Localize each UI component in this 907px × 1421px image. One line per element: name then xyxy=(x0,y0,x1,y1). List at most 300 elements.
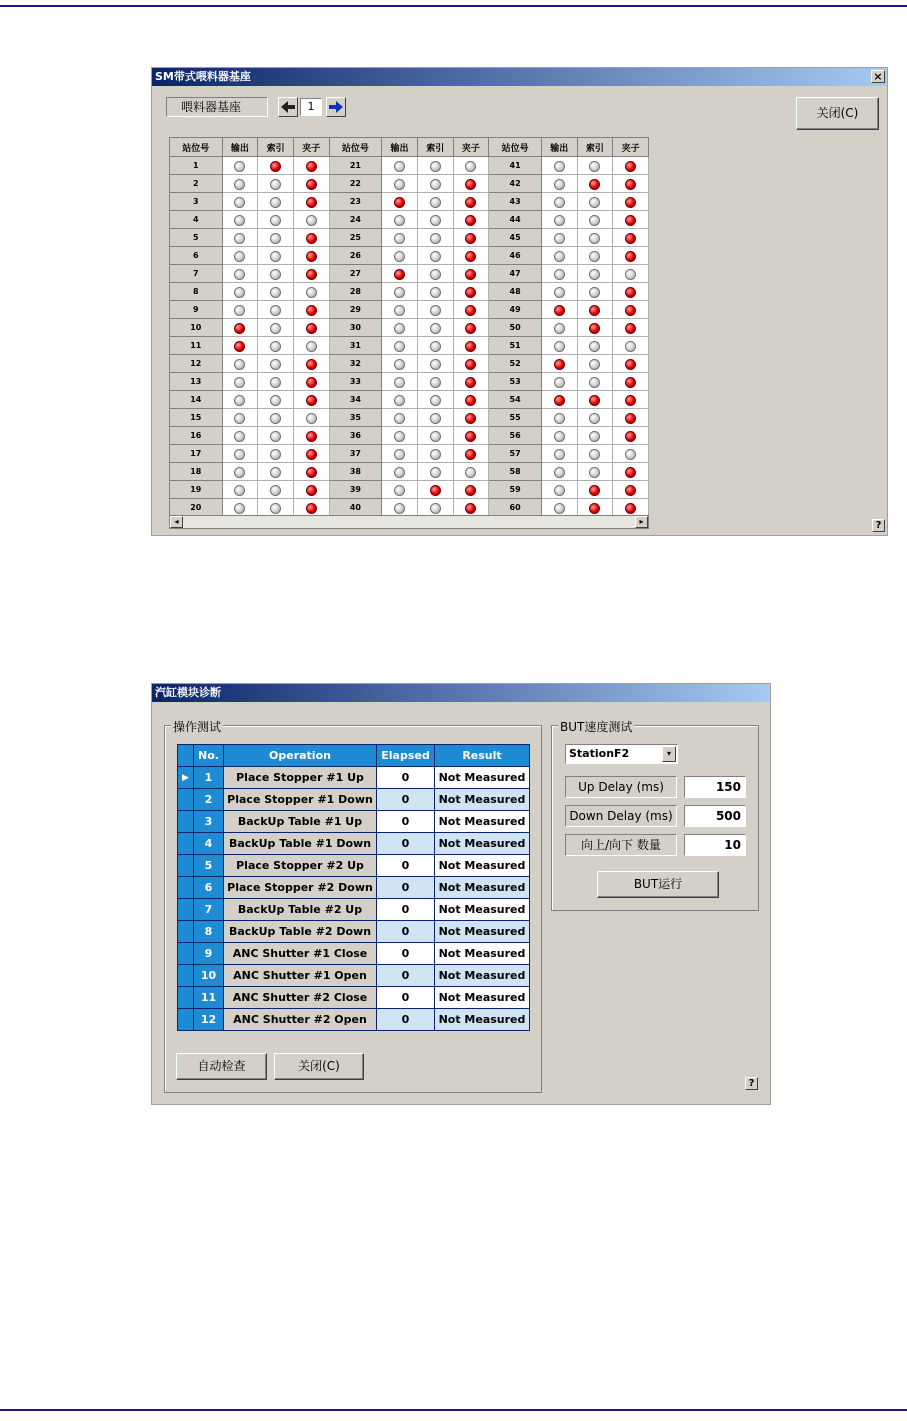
status-cell xyxy=(541,409,577,427)
index-led-icon xyxy=(589,485,600,496)
station-row xyxy=(170,355,649,373)
index-led-icon xyxy=(270,449,281,460)
station-number: 30 xyxy=(329,319,382,337)
station-number: 16 xyxy=(170,427,223,445)
status-cell xyxy=(577,319,613,337)
output-led-icon xyxy=(554,323,565,334)
status-cell xyxy=(577,445,613,463)
output-led-icon xyxy=(234,233,245,244)
station-row xyxy=(170,463,649,481)
index-led-icon xyxy=(430,413,441,424)
station-select[interactable] xyxy=(565,744,678,764)
clamp-led-icon xyxy=(465,503,476,514)
clamp-led-icon xyxy=(625,431,636,442)
station-number: 54 xyxy=(489,391,542,409)
status-cell xyxy=(453,301,489,319)
status-cell xyxy=(613,211,649,229)
status-cell xyxy=(541,481,577,499)
row-number: 5 xyxy=(194,855,224,877)
operation-cell: BackUp Table #2 Down xyxy=(224,921,377,943)
station-number: 25 xyxy=(329,229,382,247)
index-led-icon xyxy=(589,251,600,262)
index-led-icon xyxy=(589,323,600,334)
table-row[interactable] xyxy=(178,921,530,943)
operation-cell: Place Stopper #2 Down xyxy=(224,877,377,899)
page-rule-bottom xyxy=(0,1409,907,1411)
clamp-led-icon xyxy=(465,215,476,226)
station-number: 52 xyxy=(489,355,542,373)
output-led-icon xyxy=(234,197,245,208)
count-input[interactable]: 10 xyxy=(684,834,746,856)
status-cell xyxy=(293,301,329,319)
grid-column-header: 站位号 xyxy=(170,138,223,157)
station-row xyxy=(170,391,649,409)
close-icon[interactable]: × xyxy=(871,70,885,83)
operation-header-row xyxy=(178,745,530,767)
operation-cell: ANC Shutter #1 Close xyxy=(224,943,377,965)
table-row[interactable] xyxy=(178,833,530,855)
status-cell xyxy=(417,193,453,211)
row-number: 4 xyxy=(194,833,224,855)
index-led-icon xyxy=(430,485,441,496)
output-led-icon xyxy=(554,287,565,298)
result-cell: Not Measured xyxy=(435,811,530,833)
table-row[interactable] xyxy=(178,1009,530,1031)
table-row[interactable] xyxy=(178,899,530,921)
grid-column-header: 索引 xyxy=(258,138,294,157)
status-cell xyxy=(293,283,329,301)
index-led-icon xyxy=(270,305,281,316)
status-cell xyxy=(222,409,258,427)
status-cell xyxy=(258,355,294,373)
status-cell xyxy=(417,301,453,319)
clamp-led-icon xyxy=(625,179,636,190)
status-cell xyxy=(258,193,294,211)
status-cell xyxy=(453,427,489,445)
clamp-led-icon xyxy=(625,413,636,424)
output-led-icon xyxy=(234,467,245,478)
feeder-title-bar xyxy=(152,68,887,86)
result-cell: Not Measured xyxy=(435,833,530,855)
output-led-icon xyxy=(234,485,245,496)
row-selector[interactable] xyxy=(178,965,194,987)
output-led-icon xyxy=(394,251,405,262)
status-cell xyxy=(293,355,329,373)
feeder-base-label: 喂料器基座 xyxy=(166,97,268,117)
status-cell xyxy=(417,445,453,463)
current-row-icon[interactable]: ▶ xyxy=(178,767,194,789)
row-selector[interactable] xyxy=(178,921,194,943)
status-cell xyxy=(417,319,453,337)
status-cell xyxy=(382,427,418,445)
clamp-led-icon xyxy=(465,323,476,334)
status-cell xyxy=(222,337,258,355)
table-row[interactable] xyxy=(178,789,530,811)
result-cell: Not Measured xyxy=(435,965,530,987)
station-row xyxy=(170,157,649,175)
output-led-icon xyxy=(234,287,245,298)
clamp-led-icon xyxy=(625,215,636,226)
output-led-icon xyxy=(394,341,405,352)
status-cell xyxy=(577,337,613,355)
row-number: 1 xyxy=(194,767,224,789)
status-cell xyxy=(577,409,613,427)
result-cell: Not Measured xyxy=(435,987,530,1009)
help-icon[interactable]: ? xyxy=(872,519,885,532)
result-cell: Not Measured xyxy=(435,1009,530,1031)
output-led-icon xyxy=(394,197,405,208)
status-cell xyxy=(417,409,453,427)
output-led-icon xyxy=(234,305,245,316)
index-led-icon xyxy=(270,269,281,280)
index-led-icon xyxy=(589,359,600,370)
clamp-led-icon xyxy=(465,449,476,460)
output-led-icon xyxy=(234,323,245,334)
index-led-icon xyxy=(589,287,600,298)
status-cell xyxy=(613,283,649,301)
status-cell xyxy=(417,481,453,499)
index-led-icon xyxy=(430,377,441,388)
result-cell: Not Measured xyxy=(435,767,530,789)
status-cell xyxy=(258,337,294,355)
output-led-icon xyxy=(554,233,565,244)
status-cell xyxy=(541,499,577,516)
status-cell xyxy=(382,355,418,373)
status-cell xyxy=(222,211,258,229)
index-led-icon xyxy=(589,161,600,172)
elapsed-cell: 0 xyxy=(377,987,435,1009)
row-selector[interactable] xyxy=(178,1009,194,1031)
station-number: 9 xyxy=(170,301,223,319)
status-cell xyxy=(417,391,453,409)
clamp-led-icon xyxy=(306,179,317,190)
clamp-led-icon xyxy=(625,269,636,280)
row-number: 3 xyxy=(194,811,224,833)
status-cell xyxy=(613,229,649,247)
help-icon[interactable]: ? xyxy=(745,1077,758,1090)
index-led-icon xyxy=(430,269,441,280)
elapsed-cell: 0 xyxy=(377,855,435,877)
status-cell xyxy=(453,229,489,247)
auto-check-button[interactable]: 自动检查 xyxy=(176,1053,267,1080)
row-number: 2 xyxy=(194,789,224,811)
clamp-led-icon xyxy=(465,269,476,280)
output-led-icon xyxy=(554,269,565,280)
row-number: 9 xyxy=(194,943,224,965)
index-led-icon xyxy=(270,323,281,334)
index-led-icon xyxy=(589,341,600,352)
status-cell xyxy=(541,427,577,445)
row-selector[interactable] xyxy=(178,943,194,965)
row-selector[interactable] xyxy=(178,833,194,855)
status-cell xyxy=(293,499,329,516)
station-row xyxy=(170,193,649,211)
status-cell xyxy=(613,247,649,265)
status-cell xyxy=(293,247,329,265)
status-cell xyxy=(293,481,329,499)
down-delay-input[interactable]: 500 xyxy=(684,805,746,827)
row-selector[interactable] xyxy=(178,877,194,899)
station-number: 43 xyxy=(489,193,542,211)
clamp-led-icon xyxy=(465,287,476,298)
clamp-led-icon xyxy=(625,251,636,262)
status-cell xyxy=(577,301,613,319)
status-cell xyxy=(577,499,613,516)
table-row[interactable] xyxy=(178,987,530,1009)
index-led-icon xyxy=(270,485,281,496)
status-cell xyxy=(577,463,613,481)
status-cell xyxy=(417,265,453,283)
status-cell xyxy=(613,355,649,373)
table-row[interactable] xyxy=(178,855,530,877)
clamp-led-icon xyxy=(465,305,476,316)
index-led-icon xyxy=(270,377,281,388)
row-number: 6 xyxy=(194,877,224,899)
output-led-icon xyxy=(394,413,405,424)
down-delay-label: Down Delay (ms) xyxy=(565,805,677,827)
station-number: 11 xyxy=(170,337,223,355)
result-cell: Not Measured xyxy=(435,855,530,877)
status-cell xyxy=(222,157,258,175)
elapsed-cell: 0 xyxy=(377,965,435,987)
output-led-icon xyxy=(234,503,245,514)
station-number: 8 xyxy=(170,283,223,301)
station-number: 36 xyxy=(329,427,382,445)
status-cell xyxy=(258,391,294,409)
clamp-led-icon xyxy=(625,395,636,406)
table-row[interactable] xyxy=(178,877,530,899)
status-cell xyxy=(258,301,294,319)
elapsed-cell: 0 xyxy=(377,899,435,921)
status-cell xyxy=(613,337,649,355)
index-led-icon xyxy=(430,359,441,370)
output-led-icon xyxy=(394,179,405,190)
status-cell xyxy=(541,463,577,481)
cylinder-close-button[interactable]: 关闭(C) xyxy=(274,1053,364,1080)
clamp-led-icon xyxy=(465,431,476,442)
output-led-icon xyxy=(554,215,565,226)
clamp-led-icon xyxy=(306,215,317,226)
status-cell xyxy=(577,481,613,499)
output-led-icon xyxy=(394,377,405,388)
clamp-led-icon xyxy=(465,359,476,370)
feeder-window-title: SM带式喂料器基座 xyxy=(155,70,251,83)
index-led-icon xyxy=(430,287,441,298)
status-cell xyxy=(577,355,613,373)
horizontal-scrollbar[interactable] xyxy=(169,515,649,529)
index-led-icon xyxy=(270,413,281,424)
operation-cell: BackUp Table #1 Up xyxy=(224,811,377,833)
status-cell xyxy=(382,301,418,319)
status-cell xyxy=(293,337,329,355)
output-led-icon xyxy=(554,467,565,478)
index-led-icon xyxy=(430,395,441,406)
clamp-led-icon xyxy=(625,287,636,298)
status-cell xyxy=(258,463,294,481)
up-delay-input[interactable]: 150 xyxy=(684,776,746,798)
elapsed-cell: 0 xyxy=(377,943,435,965)
station-number: 23 xyxy=(329,193,382,211)
index-led-icon xyxy=(589,179,600,190)
status-cell xyxy=(541,391,577,409)
status-cell xyxy=(453,247,489,265)
status-cell xyxy=(293,265,329,283)
index-led-icon xyxy=(430,467,441,478)
page-number-field[interactable]: 1 xyxy=(300,98,322,116)
status-cell xyxy=(613,409,649,427)
index-led-icon xyxy=(589,377,600,388)
clamp-led-icon xyxy=(465,161,476,172)
index-led-icon xyxy=(589,233,600,244)
status-cell xyxy=(417,283,453,301)
status-cell xyxy=(417,427,453,445)
status-cell xyxy=(613,391,649,409)
prev-page-button[interactable] xyxy=(278,97,298,117)
station-number: 33 xyxy=(329,373,382,391)
grid-column-header: 夹子 xyxy=(293,138,329,157)
status-cell xyxy=(453,283,489,301)
station-number: 38 xyxy=(329,463,382,481)
station-row xyxy=(170,409,649,427)
clamp-led-icon xyxy=(306,287,317,298)
output-led-icon xyxy=(554,485,565,496)
scroll-left-icon[interactable]: ◂ xyxy=(170,516,183,528)
station-number: 50 xyxy=(489,319,542,337)
but-run-button[interactable]: BUT运行 xyxy=(597,871,719,898)
status-cell xyxy=(382,445,418,463)
station-number: 55 xyxy=(489,409,542,427)
feeder-close-button[interactable]: 关闭(C) xyxy=(796,97,879,130)
table-row[interactable] xyxy=(178,943,530,965)
clamp-led-icon xyxy=(306,359,317,370)
station-number: 58 xyxy=(489,463,542,481)
row-selector[interactable] xyxy=(178,855,194,877)
index-led-icon xyxy=(270,395,281,406)
status-cell xyxy=(453,409,489,427)
row-selector[interactable] xyxy=(178,789,194,811)
grid-column-header: 站位号 xyxy=(329,138,382,157)
row-selector[interactable] xyxy=(178,811,194,833)
status-cell xyxy=(258,247,294,265)
output-led-icon xyxy=(394,449,405,460)
elapsed-cell: 0 xyxy=(377,921,435,943)
station-number: 5 xyxy=(170,229,223,247)
status-cell xyxy=(613,319,649,337)
status-cell xyxy=(417,175,453,193)
grid-column-header: 站位号 xyxy=(489,138,542,157)
up-delay-label: Up Delay (ms) xyxy=(565,776,677,798)
clamp-led-icon xyxy=(306,377,317,388)
clamp-led-icon xyxy=(306,233,317,244)
status-cell xyxy=(293,463,329,481)
station-row xyxy=(170,229,649,247)
table-row[interactable] xyxy=(178,965,530,987)
station-number: 6 xyxy=(170,247,223,265)
status-cell xyxy=(577,391,613,409)
status-cell xyxy=(613,193,649,211)
status-cell xyxy=(417,211,453,229)
clamp-led-icon xyxy=(625,161,636,172)
station-number: 32 xyxy=(329,355,382,373)
table-row[interactable] xyxy=(178,811,530,833)
output-led-icon xyxy=(394,305,405,316)
clamp-led-icon xyxy=(465,197,476,208)
row-selector[interactable] xyxy=(178,899,194,921)
status-cell xyxy=(293,409,329,427)
clamp-led-icon xyxy=(306,395,317,406)
feeder-status-grid xyxy=(169,137,649,515)
index-led-icon xyxy=(430,233,441,244)
station-number: 53 xyxy=(489,373,542,391)
status-cell xyxy=(541,337,577,355)
cylinder-title-bar xyxy=(152,684,770,702)
status-cell xyxy=(382,193,418,211)
output-led-icon xyxy=(554,503,565,514)
status-cell xyxy=(222,481,258,499)
table-row[interactable] xyxy=(178,767,530,789)
clamp-led-icon xyxy=(306,449,317,460)
index-led-icon xyxy=(270,503,281,514)
status-cell xyxy=(382,337,418,355)
status-cell xyxy=(417,229,453,247)
output-led-icon xyxy=(554,197,565,208)
status-cell xyxy=(382,373,418,391)
index-led-icon xyxy=(430,449,441,460)
row-selector[interactable] xyxy=(178,987,194,1009)
arrow-left-icon xyxy=(279,98,297,116)
status-cell xyxy=(577,211,613,229)
status-cell xyxy=(577,265,613,283)
scroll-right-icon[interactable]: ▸ xyxy=(635,516,648,528)
chevron-down-icon[interactable]: ▾ xyxy=(662,746,676,762)
status-cell xyxy=(453,211,489,229)
output-led-icon xyxy=(394,287,405,298)
status-cell xyxy=(293,391,329,409)
status-cell xyxy=(222,283,258,301)
clamp-led-icon xyxy=(306,341,317,352)
index-led-icon xyxy=(270,467,281,478)
output-led-icon xyxy=(394,395,405,406)
clamp-led-icon xyxy=(625,359,636,370)
status-cell xyxy=(382,391,418,409)
station-number: 31 xyxy=(329,337,382,355)
clamp-led-icon xyxy=(465,377,476,388)
index-led-icon xyxy=(589,305,600,316)
status-cell xyxy=(293,373,329,391)
status-cell xyxy=(417,373,453,391)
status-cell xyxy=(258,265,294,283)
station-row xyxy=(170,301,649,319)
next-page-button[interactable] xyxy=(326,97,346,117)
station-number: 60 xyxy=(489,499,542,516)
station-row xyxy=(170,373,649,391)
clamp-led-icon xyxy=(625,323,636,334)
status-cell xyxy=(541,301,577,319)
row-selector-header xyxy=(178,745,194,767)
status-cell xyxy=(541,175,577,193)
output-led-icon xyxy=(394,485,405,496)
station-row xyxy=(170,319,649,337)
grid-column-header: 夹子 xyxy=(453,138,489,157)
status-cell xyxy=(382,247,418,265)
station-number: 21 xyxy=(329,157,382,175)
output-led-icon xyxy=(554,341,565,352)
status-cell xyxy=(258,481,294,499)
grid-column-header: 夹子 xyxy=(613,138,649,157)
clamp-led-icon xyxy=(306,413,317,424)
clamp-led-icon xyxy=(306,485,317,496)
output-led-icon xyxy=(554,413,565,424)
